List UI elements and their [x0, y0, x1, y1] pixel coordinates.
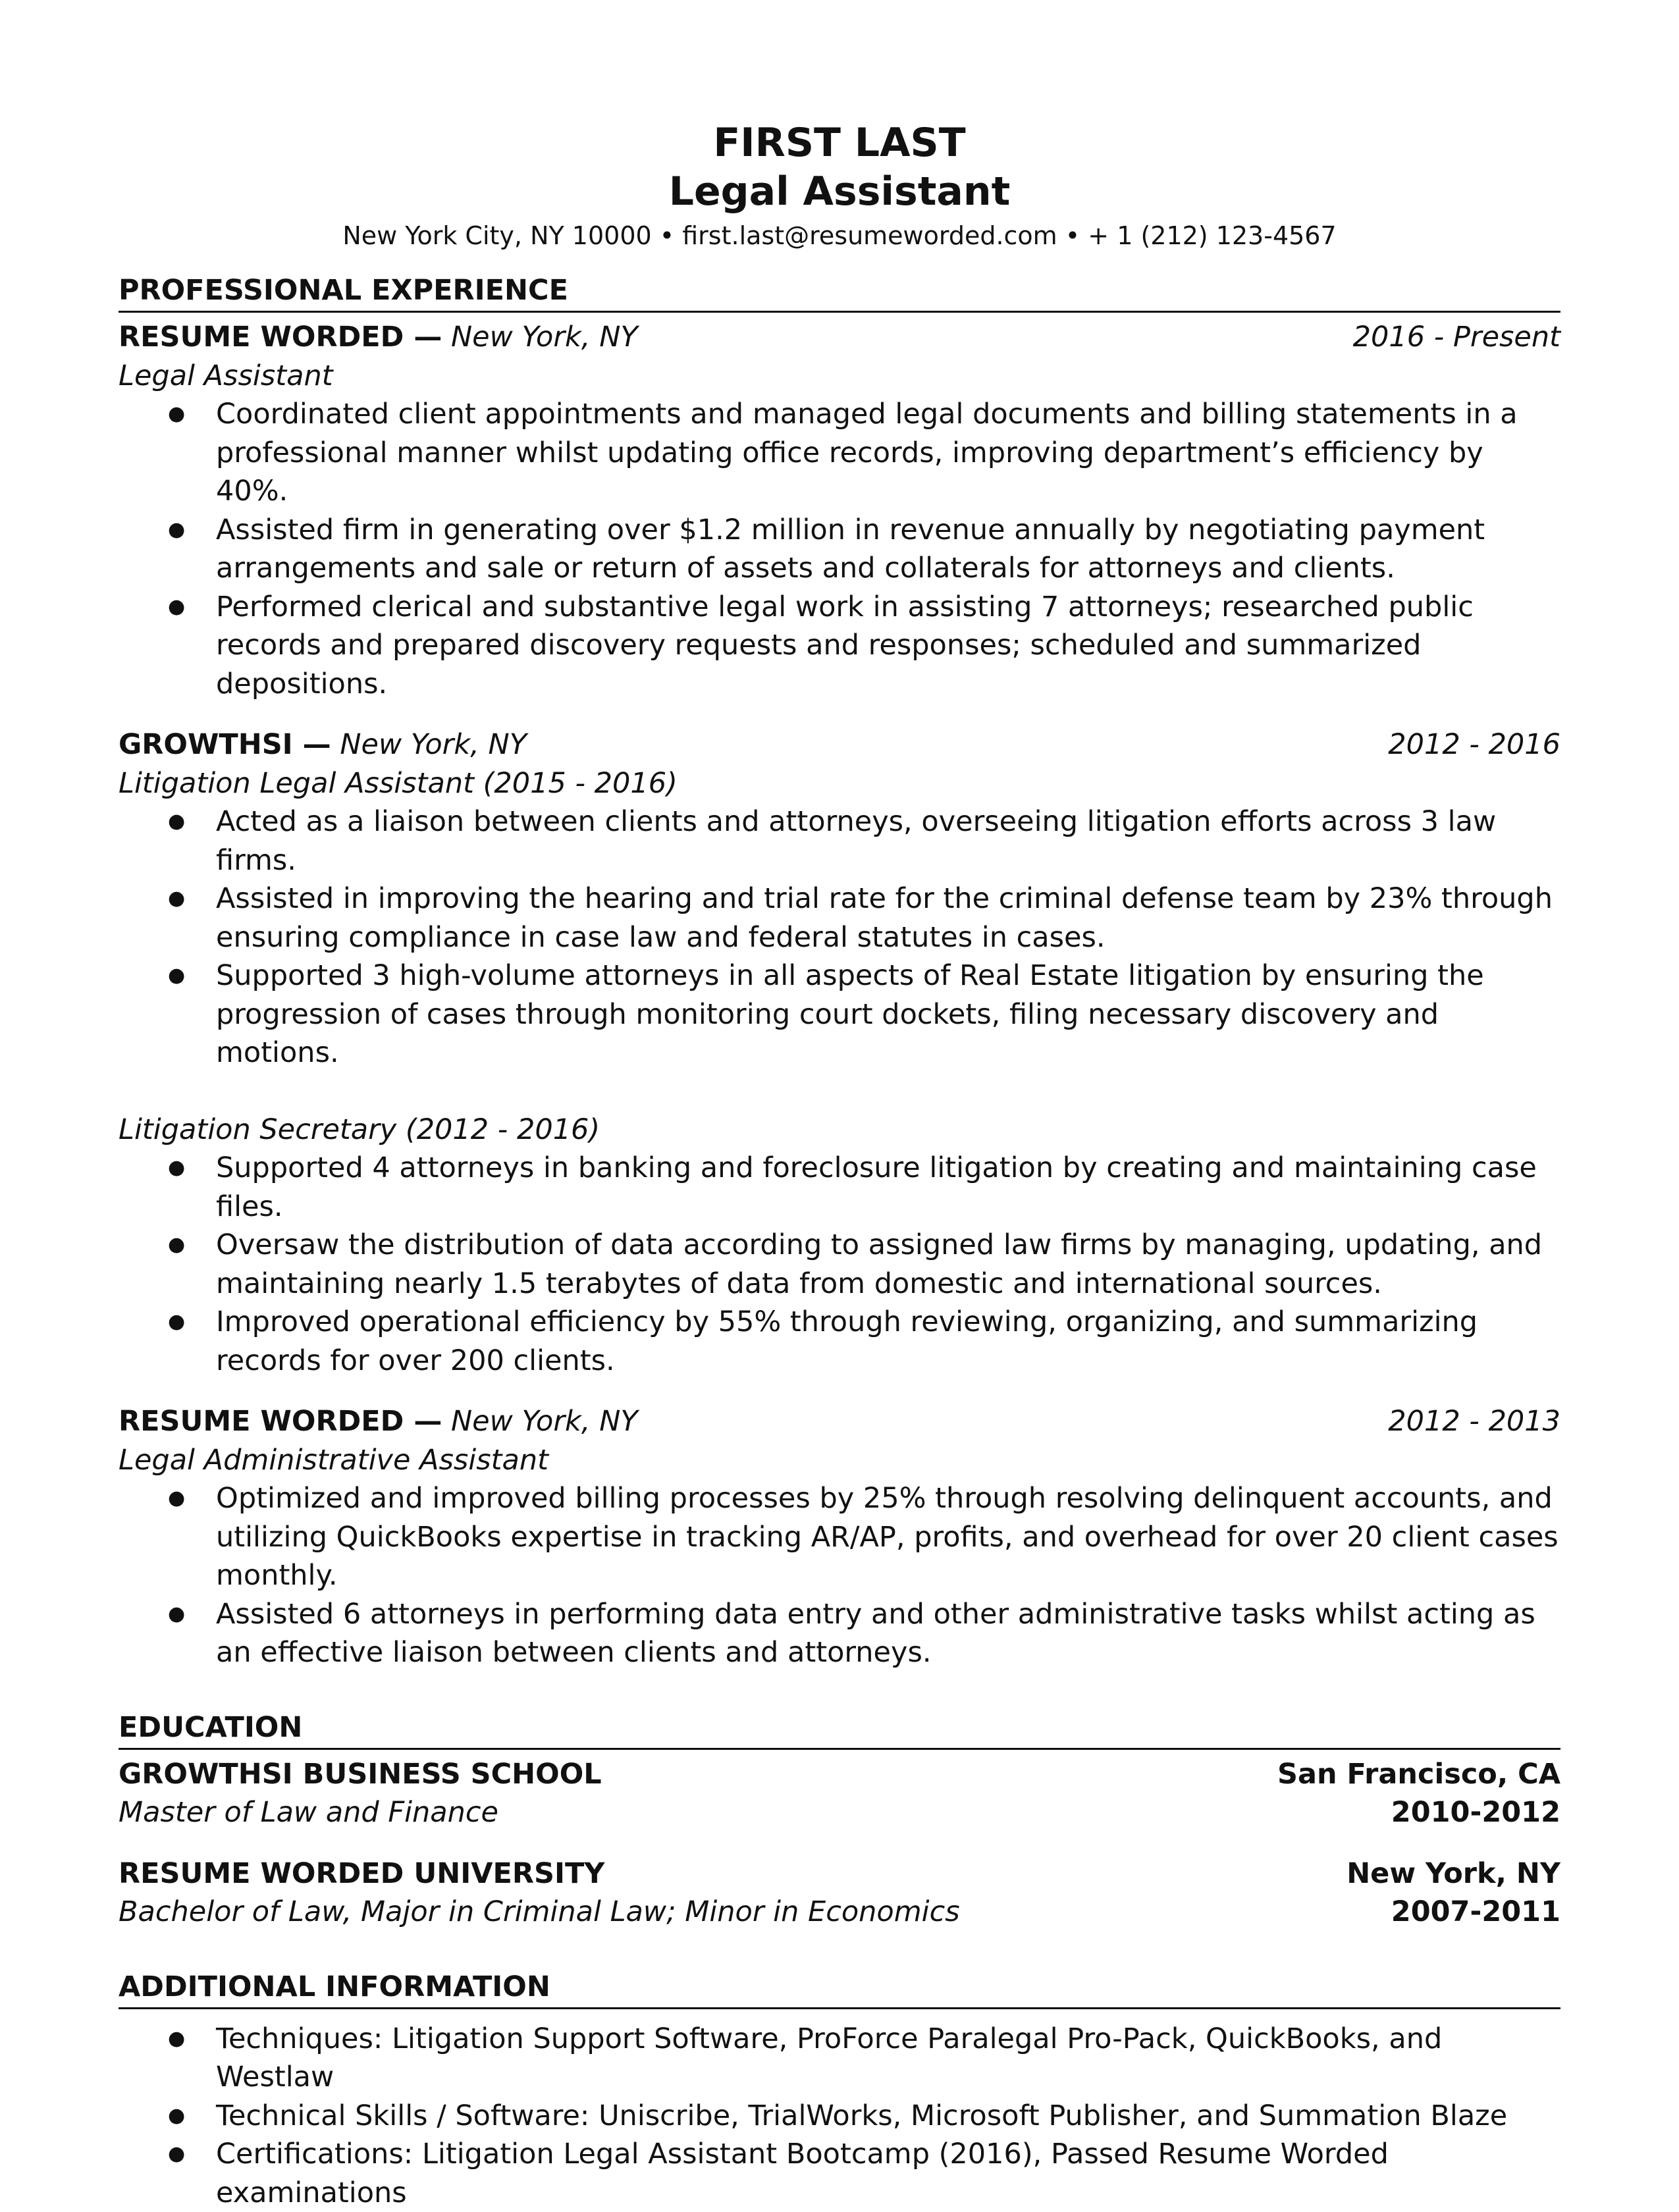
- resume-page: [119, 0, 1560, 2212]
- school-name: RESUME WORDED UNIVERSITY: [119, 1855, 604, 1893]
- bullet-item: ● Assisted 6 attorneys in performing data entry and other administrative tasks whilst acting as an effective liaison between clients and attorneys.: [119, 1595, 1560, 1672]
- role-title: Litigation Legal Assistant (2015 - 2016): [119, 764, 1560, 803]
- job-header: [119, 725, 1560, 764]
- job-entry: [119, 725, 1560, 1380]
- role-bullets: [119, 395, 1560, 703]
- role-bullets: [119, 1149, 1560, 1380]
- school-years: 2007-2011: [1391, 1893, 1560, 1932]
- bullet-item: ● Optimized and improved billing processes by 25% through resolving delinquent accounts, and utilizing QuickBooks expertise in tracking AR/AP, profits, and overhead for over 20 client cases monthly.: [119, 1479, 1560, 1595]
- resume-header: [119, 117, 1560, 257]
- additional-list: [119, 2020, 1560, 2212]
- bullet-item: ● Supported 3 high-volume attorneys in all aspects of Real Estate litigation by ensuring the progression of cases through monitoring court dockets, filing necessary discovery and motions.: [119, 957, 1560, 1072]
- role-title: Litigation Secretary (2012 - 2016): [119, 1111, 1560, 1149]
- additional-heading: ADDITIONAL INFORMATION: [119, 1968, 1560, 2009]
- experience-heading: PROFESSIONAL EXPERIENCE: [119, 272, 1560, 313]
- school-location: San Francisco, CA: [1277, 1755, 1560, 1794]
- role-title: Legal Administrative Assistant: [119, 1441, 1560, 1480]
- contact-line: New York City, NY 10000 • first.last@resumeworded.com • + 1 (212) 123-4567: [119, 214, 1560, 257]
- degree: Master of Law and Finance: [119, 1793, 498, 1832]
- job-company: RESUME WORDED —: [119, 321, 442, 354]
- bullet-item: ● Performed clerical and substantive legal work in assisting 7 attorneys; researched public records and prepared discovery requests and responses; scheduled and summarized depositions.: [119, 588, 1560, 704]
- bullet-item: ● Improved operational efficiency by 55% through reviewing, organizing, and summarizing records for over 200 clients.: [119, 1303, 1560, 1380]
- candidate-title: Legal Assistant: [119, 169, 1560, 214]
- candidate-name: FIRST LAST: [119, 117, 1560, 169]
- job-dates: 2012 - 2013: [1388, 1402, 1560, 1441]
- job-dates: 2012 - 2016: [1388, 725, 1560, 764]
- education-entry: [119, 1755, 1560, 1832]
- job-header: [119, 1402, 1560, 1441]
- education-heading: EDUCATION: [119, 1709, 1560, 1750]
- job-dates: 2016 - Present: [1353, 318, 1560, 357]
- bullet-item: ● Assisted firm in generating over $1.2 million in revenue annually by negotiating payment arrangements and sale or return of assets and collaterals for attorneys and clients.: [119, 511, 1560, 588]
- school-name: GROWTHSI BUSINESS SCHOOL: [119, 1755, 602, 1794]
- degree: Bachelor of Law, Major in Criminal Law; Minor in Economics: [119, 1893, 960, 1932]
- job-location: New York, NY: [451, 321, 638, 354]
- job-company: GROWTHSI —: [119, 728, 331, 761]
- school-years: 2010-2012: [1391, 1793, 1560, 1832]
- role-bullets: [119, 803, 1560, 1072]
- additional-item: ● Certifications: Litigation Legal Assistant Bootcamp (2016), Passed Resume Worded examinations: [119, 2135, 1560, 2212]
- bullet-item: ● Assisted in improving the hearing and trial rate for the criminal defense team by 23% through ensuring compliance in case law and federal statutes in cases.: [119, 880, 1560, 957]
- school-location: New York, NY: [1346, 1855, 1560, 1893]
- job-entry: [119, 318, 1560, 703]
- role-title: Legal Assistant: [119, 357, 1560, 396]
- bullet-item: ● Coordinated client appointments and managed legal documents and billing statements in a professional manner whilst updating office records, improving department’s efficiency by 40%.: [119, 395, 1560, 511]
- bullet-item: ● Oversaw the distribution of data according to assigned law firms by managing, updating, and maintaining nearly 1.5 terabytes of data from domestic and international sources.: [119, 1226, 1560, 1303]
- bullet-item: ● Acted as a liaison between clients and attorneys, overseeing litigation efforts across 3 law firms.: [119, 803, 1560, 880]
- additional-item: ● Technical Skills / Software: Uniscribe, TrialWorks, Microsoft Publisher, and Summation Blaze: [119, 2097, 1560, 2136]
- job-header: [119, 318, 1560, 357]
- role-bullets: [119, 1479, 1560, 1672]
- education-entry: [119, 1855, 1560, 1932]
- job-company: RESUME WORDED —: [119, 1405, 442, 1438]
- job-entry: [119, 1402, 1560, 1672]
- job-location: New York, NY: [340, 728, 527, 761]
- additional-item: ● Techniques: Litigation Support Software, ProForce Paralegal Pro-Pack, QuickBooks, and Westlaw: [119, 2020, 1560, 2097]
- job-location: New York, NY: [451, 1405, 638, 1438]
- bullet-item: ● Supported 4 attorneys in banking and foreclosure litigation by creating and maintaining case files.: [119, 1149, 1560, 1226]
